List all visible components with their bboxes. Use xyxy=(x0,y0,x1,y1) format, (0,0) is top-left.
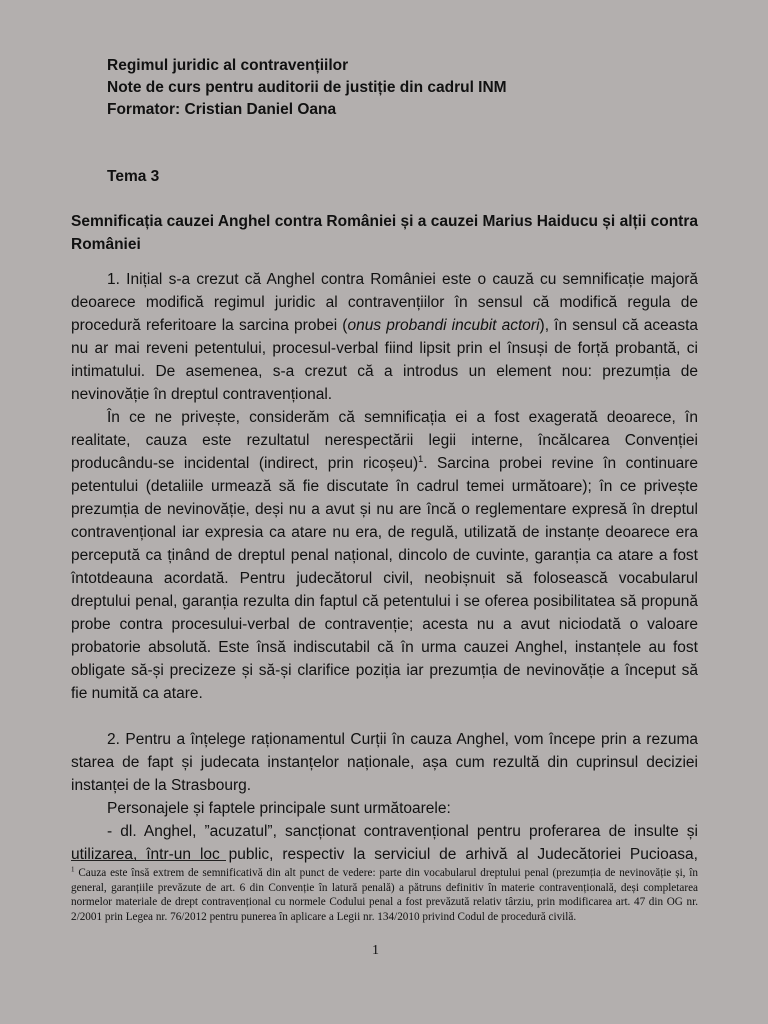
header-title: Regimul juridic al contravențiilor xyxy=(107,57,349,74)
paragraph-3: 2. Pentru a înțelege raționamentul Curții în cauza Anghel, vom începe prin a rezuma starea de fapt și judecata instanțelor naționale, așa cum rezultă din cuprinsul deciziei instanței de la Strasbourg. xyxy=(71,731,698,794)
paragraph-1-text-b: ), în sensul că aceasta nu ar mai reveni petentului, procesul-verbal fiind lipsit prin el însuși de forță probantă, ci intimatului. De asemenea, s-a crezut că a introdus un element nou: prezumția de nevinovăție în dreptul contravențional. xyxy=(71,317,698,403)
body-text xyxy=(71,268,698,866)
latin-phrase: onus probandi incubit actori xyxy=(347,317,540,334)
paragraph-5: - dl. Anghel, ”acuzatul”, sancționat contravențional pentru proferarea de insulte și utilizarea, într-un loc public, respectiv la serviciul de arhivă al Judecătoriei Pucioasa, xyxy=(71,823,698,863)
footnote-marker: 1 xyxy=(71,865,75,874)
footnote-reference[interactable]: 1 xyxy=(418,453,424,464)
paragraph-1-text-a: 1. Inițial s-a crezut că Anghel contra României este o cauză cu semnificație majoră deoarece modifică regimul juridic al contravențiilor în sensul că modifică regula de procedură referitoare la sarcina probei ( xyxy=(71,271,698,334)
section-title: Semnificația cauzei Anghel contra României și a cauzei Marius Haiducu și alții contra României xyxy=(71,213,698,253)
footnote-separator xyxy=(71,860,226,861)
footnote-text: Cauza este însă extrem de semnificativă din alt punct de vedere: parte din vocabularul dreptului penal (prezumția de nevinovăție și, în general, garanțiile prevăzute de art. 6 din Convenție în latură penală) a pătruns definitiv în materie contravențională, deși completarea normelor materiale de drept contravențional cu normele Codului penal a fost prevăzută relativ târziu, prin modificarea art. 47 din OG nr. 2/2001 prin Legea nr. 76/2012 pentru punerea în aplicare a Legii nr. 134/2010 privind Codul de procedură civilă. xyxy=(71,867,698,923)
paragraph-1 xyxy=(71,268,698,406)
document-header xyxy=(107,55,507,121)
footnote xyxy=(71,866,698,924)
topic-number: Tema 3 xyxy=(107,168,160,185)
header-subtitle: Note de curs pentru auditorii de justiție din cadrul INM xyxy=(107,79,507,96)
page-number: 1 xyxy=(372,943,379,958)
paragraph-2 xyxy=(71,406,698,705)
paragraph-2-text-a: În ce ne privește, considerăm că semnificația ei a fost exagerată deoarece, în realitate, cauza este rezultatul nerespectării legii interne, încălcarea Convenției producându-se incidental (indirect, prin ricoșeu) xyxy=(71,409,698,472)
paragraph-4: Personajele și faptele principale sunt următoarele: xyxy=(107,800,451,817)
paragraph-2-text-b: . Sarcina probei revine în continuare petentului (detaliile urmează să fie discutate în cadrul temei următoare); în ce privește prezumția de nevinovăție, deși nu a avut și nu are încă o reglementare expresă în dreptul contravențional iar expresia ca atare nu era, de regulă, utilizată de instanțe deoarece era percepută ca ținând de dreptul penal național, dincolo de cuvinte, garanția ca atare a fost întotdeauna acordată. Pentru judecătorul civil, neobișnuit să folosească vocabularul dreptului penal, garanția rezulta din faptul că petentului i se oferea posibilitatea să propună probe contra procesului-verbal de contravenție; acesta nu a avut niciodată o valoare probatorie absolută. Este însă indiscutabil că în urma cauzei Anghel, instanțele au fost obligate să-și precizeze și să-și clarifice poziția iar prezumția de nevinovăție a început să fie numită ca atare. xyxy=(71,455,698,702)
header-trainer: Formator: Cristian Daniel Oana xyxy=(107,101,337,118)
